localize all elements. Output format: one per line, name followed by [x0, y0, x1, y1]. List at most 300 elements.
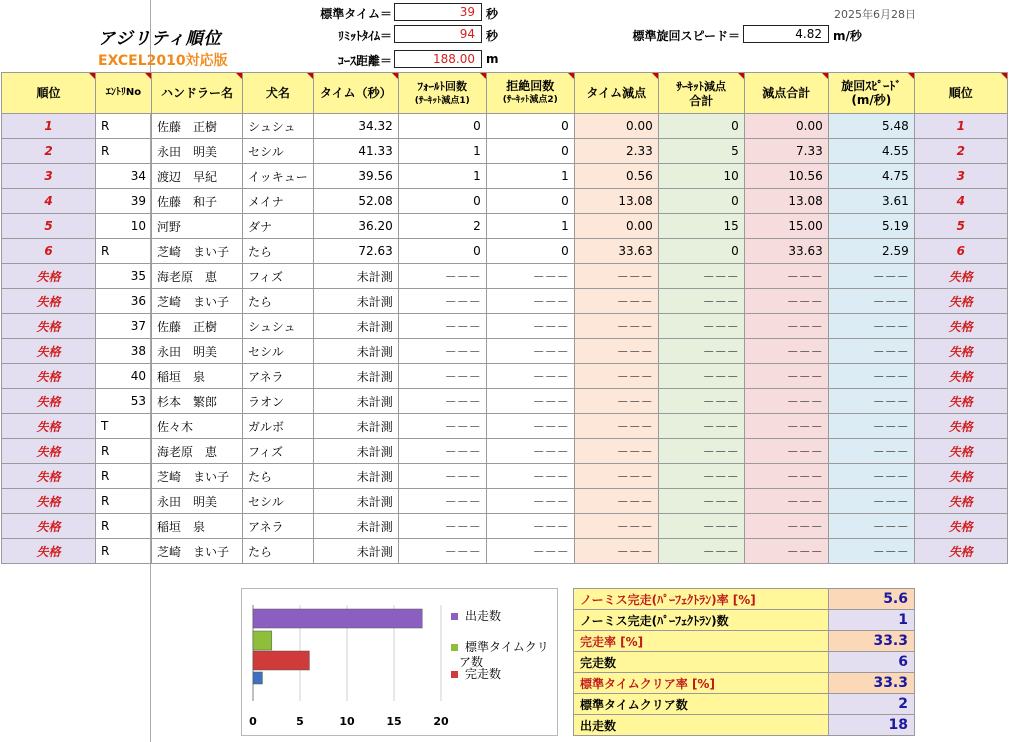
cell-fault[interactable]: 0 — [398, 239, 486, 264]
cell-circuit-penalty[interactable]: －－－ — [658, 414, 744, 439]
cell-time-penalty[interactable]: －－－ — [574, 389, 658, 414]
cell-refusal[interactable]: －－－ — [486, 389, 574, 414]
cell-turn-speed[interactable]: －－－ — [828, 339, 914, 364]
cell-fault[interactable]: －－－ — [398, 414, 486, 439]
summary-label[interactable]: 出走数 — [574, 715, 829, 736]
date-label: 2025年6月28日 — [834, 8, 916, 21]
table-row[interactable] — [2, 214, 1008, 239]
std-time-label: 標準タイム＝ — [320, 7, 392, 21]
cell-turn-speed[interactable]: 5.19 — [828, 214, 914, 239]
cell-time[interactable]: 未計測 — [313, 364, 398, 389]
legend-label: 標準タイムクリ — [465, 640, 549, 654]
cell-refusal[interactable]: －－－ — [486, 314, 574, 339]
stats-chart-svg — [242, 589, 557, 735]
cell-entry[interactable]: R — [96, 139, 152, 164]
cell-turn-speed[interactable]: －－－ — [828, 364, 914, 389]
cell-entry[interactable]: 37 — [96, 314, 152, 339]
cell-fault[interactable]: －－－ — [398, 289, 486, 314]
cell-turn-speed[interactable]: －－－ — [828, 389, 914, 414]
table-row[interactable] — [2, 114, 1008, 139]
cell-entry[interactable]: R — [96, 489, 152, 514]
cell-entry[interactable]: 10 — [96, 214, 152, 239]
cell-fault[interactable]: 0 — [398, 189, 486, 214]
cell-time-penalty[interactable]: －－－ — [574, 264, 658, 289]
cell-time[interactable]: 未計測 — [313, 339, 398, 364]
stats-chart — [241, 588, 558, 736]
summary-label[interactable]: ノーミス完走(ﾊﾟｰﾌｪｸﾄﾗﾝ)数 — [574, 610, 829, 631]
cell-entry[interactable]: R — [96, 514, 152, 539]
summary-value[interactable]: 6 — [829, 652, 915, 673]
page-title: アジリティ順位 — [98, 29, 222, 49]
col-turn-speed[interactable]: 旋回ｽﾋﾟｰﾄﾞ (m/秒) — [828, 73, 914, 114]
cell-circuit-penalty[interactable]: －－－ — [658, 339, 744, 364]
col-rank-2[interactable]: 順位 — [914, 73, 1007, 114]
cell-refusal[interactable]: －－－ — [486, 339, 574, 364]
limit-time-field[interactable]: 94 — [394, 25, 482, 43]
table-row[interactable] — [2, 389, 1008, 414]
cell-rank-2[interactable]: 5 — [914, 214, 1007, 239]
cell-handler[interactable]: 渡辺 早紀 — [152, 164, 243, 189]
cell-refusal[interactable]: －－－ — [486, 264, 574, 289]
cell-fault[interactable]: －－－ — [398, 364, 486, 389]
bar — [253, 631, 272, 650]
cell-dog[interactable]: シュシュ — [243, 314, 314, 339]
legend-swatch — [451, 671, 458, 678]
cell-entry[interactable]: R — [96, 539, 152, 564]
cell-handler[interactable]: 芝崎 まい子 — [152, 289, 243, 314]
col-rank[interactable]: 順位 — [2, 73, 96, 114]
cell-turn-speed[interactable]: －－－ — [828, 489, 914, 514]
cell-circuit-penalty[interactable]: 0 — [658, 189, 744, 214]
cell-time-penalty[interactable]: 0.00 — [574, 114, 658, 139]
cell-entry[interactable]: 38 — [96, 339, 152, 364]
cell-time[interactable]: 未計測 — [313, 264, 398, 289]
summary-row — [574, 589, 915, 610]
cell-dog[interactable]: セシル — [243, 489, 314, 514]
cell-time-penalty[interactable]: －－－ — [574, 439, 658, 464]
cell-time-penalty[interactable]: 0.00 — [574, 214, 658, 239]
summary-label[interactable]: 標準タイムクリア数 — [574, 694, 829, 715]
cell-time-penalty[interactable]: －－－ — [574, 539, 658, 564]
cell-fault[interactable]: 1 — [398, 139, 486, 164]
cell-refusal[interactable]: －－－ — [486, 289, 574, 314]
cell-penalty-total[interactable]: 15.00 — [744, 214, 828, 239]
cell-rank[interactable]: 失格 — [2, 439, 96, 464]
cell-circuit-penalty[interactable]: －－－ — [658, 464, 744, 489]
cell-dog[interactable]: フィズ — [243, 264, 314, 289]
cell-handler[interactable]: 海老原 恵 — [152, 439, 243, 464]
cell-rank[interactable]: 失格 — [2, 339, 96, 364]
col-fault[interactable]: ﾌｫｰﾙﾄ回数 (ｻｰｷｯﾄ減点1) — [398, 73, 486, 114]
cell-penalty-total[interactable]: －－－ — [744, 314, 828, 339]
cell-time-penalty[interactable]: 0.56 — [574, 164, 658, 189]
cell-dog[interactable]: ダナ — [243, 214, 314, 239]
cell-rank-2[interactable]: 失格 — [914, 439, 1007, 464]
cell-fault[interactable]: 0 — [398, 114, 486, 139]
cell-handler[interactable]: 佐藤 和子 — [152, 189, 243, 214]
x-tick-label: 10 — [339, 715, 355, 728]
cell-fault[interactable]: －－－ — [398, 539, 486, 564]
cell-turn-speed[interactable]: －－－ — [828, 514, 914, 539]
summary-table — [573, 588, 915, 736]
cell-handler[interactable]: 佐々木 — [152, 414, 243, 439]
cell-rank-2[interactable]: 失格 — [914, 389, 1007, 414]
cell-refusal[interactable]: 0 — [486, 189, 574, 214]
cell-circuit-penalty[interactable]: －－－ — [658, 314, 744, 339]
table-row[interactable] — [2, 414, 1008, 439]
cell-entry[interactable]: 39 — [96, 189, 152, 214]
x-tick-label: 20 — [433, 715, 449, 728]
limit-time-unit: 秒 — [486, 29, 499, 43]
cell-refusal[interactable]: －－－ — [486, 514, 574, 539]
cell-time-penalty[interactable]: 13.08 — [574, 189, 658, 214]
cell-penalty-total[interactable]: －－－ — [744, 439, 828, 464]
cell-refusal[interactable]: －－－ — [486, 464, 574, 489]
cell-fault[interactable]: －－－ — [398, 439, 486, 464]
cell-dog[interactable]: メイナ — [243, 189, 314, 214]
cell-entry[interactable]: 40 — [96, 364, 152, 389]
cell-circuit-penalty[interactable]: －－－ — [658, 364, 744, 389]
cell-time[interactable]: 未計測 — [313, 539, 398, 564]
cell-rank[interactable]: 失格 — [2, 264, 96, 289]
summary-label[interactable]: 完走数 — [574, 652, 829, 673]
cell-circuit-penalty[interactable]: 10 — [658, 164, 744, 189]
cell-dog[interactable]: たら — [243, 239, 314, 264]
cell-rank-2[interactable]: 失格 — [914, 514, 1007, 539]
cell-penalty-total[interactable]: 10.56 — [744, 164, 828, 189]
std-speed-field[interactable]: 4.82 — [743, 25, 829, 43]
cell-dog[interactable]: ラオン — [243, 389, 314, 414]
summary-value[interactable]: 33.3 — [829, 673, 915, 694]
cell-entry[interactable]: 35 — [96, 264, 152, 289]
cell-penalty-total[interactable]: －－－ — [744, 364, 828, 389]
table-row[interactable] — [2, 289, 1008, 314]
cell-entry[interactable]: R — [96, 439, 152, 464]
cell-rank-2[interactable]: 3 — [914, 164, 1007, 189]
col-refusal[interactable]: 拒絶回数 (ｻｰｷｯﾄ減点2) — [486, 73, 574, 114]
cell-time-penalty[interactable]: －－－ — [574, 289, 658, 314]
std-time-unit: 秒 — [486, 7, 499, 21]
cell-rank-2[interactable]: 4 — [914, 189, 1007, 214]
cell-handler[interactable]: 芝崎 まい子 — [152, 539, 243, 564]
cell-rank[interactable]: 失格 — [2, 289, 96, 314]
cell-handler[interactable]: 永田 明美 — [152, 489, 243, 514]
cell-rank-2[interactable]: 失格 — [914, 414, 1007, 439]
x-tick-label: 15 — [386, 715, 402, 728]
cell-time[interactable]: 未計測 — [313, 389, 398, 414]
cell-circuit-penalty[interactable]: －－－ — [658, 539, 744, 564]
cell-handler[interactable]: 永田 明美 — [152, 139, 243, 164]
cell-handler[interactable]: 稲垣 泉 — [152, 364, 243, 389]
summary-value[interactable]: 2 — [829, 694, 915, 715]
cell-turn-speed[interactable]: 4.55 — [828, 139, 914, 164]
cell-circuit-penalty[interactable]: 15 — [658, 214, 744, 239]
table-row[interactable] — [2, 489, 1008, 514]
cell-fault[interactable]: －－－ — [398, 264, 486, 289]
cell-penalty-total[interactable]: 7.33 — [744, 139, 828, 164]
cell-turn-speed[interactable]: －－－ — [828, 264, 914, 289]
col-time-penalty[interactable]: タイム減点 — [574, 73, 658, 114]
summary-value[interactable]: 18 — [829, 715, 915, 736]
summary-label[interactable]: ノーミス完走(ﾊﾟｰﾌｪｸﾄﾗﾝ)率 [%] — [574, 589, 829, 610]
cell-time-penalty[interactable]: －－－ — [574, 414, 658, 439]
cell-turn-speed[interactable]: －－－ — [828, 464, 914, 489]
cell-turn-speed[interactable]: －－－ — [828, 314, 914, 339]
cell-handler[interactable]: 芝崎 まい子 — [152, 464, 243, 489]
cell-penalty-total[interactable]: －－－ — [744, 539, 828, 564]
summary-value[interactable]: 33.3 — [829, 631, 915, 652]
cell-circuit-penalty[interactable]: 5 — [658, 139, 744, 164]
cell-turn-speed[interactable]: 2.59 — [828, 239, 914, 264]
cell-circuit-penalty[interactable]: －－－ — [658, 489, 744, 514]
cell-rank-2[interactable]: 失格 — [914, 464, 1007, 489]
cell-penalty-total[interactable]: 33.63 — [744, 239, 828, 264]
cell-time-penalty[interactable]: －－－ — [574, 314, 658, 339]
legend-label: 完走数 — [465, 667, 502, 681]
cell-circuit-penalty[interactable]: －－－ — [658, 514, 744, 539]
summary-row — [574, 715, 915, 736]
cell-handler[interactable]: 稲垣 泉 — [152, 514, 243, 539]
cell-time[interactable]: 39.56 — [313, 164, 398, 189]
cell-time-penalty[interactable]: 33.63 — [574, 239, 658, 264]
cell-fault[interactable]: －－－ — [398, 464, 486, 489]
cell-entry[interactable]: R — [96, 114, 152, 139]
cell-dog[interactable]: ガルボ — [243, 414, 314, 439]
cell-circuit-penalty[interactable]: 0 — [658, 114, 744, 139]
cell-dog[interactable]: イッキュー — [243, 164, 314, 189]
cell-rank-2[interactable]: 失格 — [914, 539, 1007, 564]
cell-time[interactable]: 72.63 — [313, 239, 398, 264]
cell-time[interactable]: 未計測 — [313, 439, 398, 464]
cell-fault[interactable]: －－－ — [398, 514, 486, 539]
cell-time[interactable]: 未計測 — [313, 514, 398, 539]
cell-rank[interactable]: 5 — [2, 214, 96, 239]
cell-handler[interactable]: 杉本 繁郎 — [152, 389, 243, 414]
x-tick-label: 5 — [296, 715, 304, 728]
cell-dog[interactable]: たら — [243, 289, 314, 314]
cell-dog[interactable]: たら — [243, 539, 314, 564]
cell-turn-speed[interactable]: －－－ — [828, 414, 914, 439]
cell-turn-speed[interactable]: 5.48 — [828, 114, 914, 139]
cell-turn-speed[interactable]: 3.61 — [828, 189, 914, 214]
cell-time-penalty[interactable]: －－－ — [574, 364, 658, 389]
cell-penalty-total[interactable]: －－－ — [744, 264, 828, 289]
legend-label: ア数 — [459, 655, 484, 669]
cell-penalty-total[interactable]: －－－ — [744, 514, 828, 539]
summary-row — [574, 673, 915, 694]
course-distance-field[interactable]: 188.00 — [394, 50, 482, 68]
legend-swatch — [451, 613, 458, 620]
bar — [253, 651, 309, 670]
cell-handler[interactable]: 芝崎 まい子 — [152, 239, 243, 264]
table-row[interactable] — [2, 339, 1008, 364]
std-speed-unit: m/秒 — [833, 29, 862, 43]
col-penalty-total[interactable]: 減点合計 — [744, 73, 828, 114]
col-time[interactable]: タイム（秒） — [313, 73, 398, 114]
cell-rank[interactable]: 1 — [2, 114, 96, 139]
cell-circuit-penalty[interactable]: －－－ — [658, 264, 744, 289]
cell-refusal[interactable]: －－－ — [486, 414, 574, 439]
cell-time-penalty[interactable]: －－－ — [574, 489, 658, 514]
std-time-field[interactable]: 39 — [394, 3, 482, 21]
cell-time[interactable]: 36.20 — [313, 214, 398, 239]
cell-turn-speed[interactable]: 4.75 — [828, 164, 914, 189]
cell-fault[interactable]: 1 — [398, 164, 486, 189]
cell-turn-speed[interactable]: －－－ — [828, 289, 914, 314]
page-subtitle: EXCEL2010対応版 — [98, 53, 228, 69]
table-row[interactable] — [2, 189, 1008, 214]
cell-fault[interactable]: －－－ — [398, 339, 486, 364]
table-row[interactable] — [2, 514, 1008, 539]
cell-dog[interactable]: シュシュ — [243, 114, 314, 139]
cell-dog[interactable]: フィズ — [243, 439, 314, 464]
cell-dog[interactable]: アネラ — [243, 514, 314, 539]
cell-penalty-total[interactable]: 13.08 — [744, 189, 828, 214]
cell-rank[interactable]: 4 — [2, 189, 96, 214]
table-row[interactable] — [2, 539, 1008, 564]
summary-label[interactable]: 完走率 [%] — [574, 631, 829, 652]
cell-refusal[interactable]: 0 — [486, 239, 574, 264]
table-row[interactable] — [2, 364, 1008, 389]
cell-rank-2[interactable]: 失格 — [914, 314, 1007, 339]
cell-penalty-total[interactable]: －－－ — [744, 389, 828, 414]
bar — [253, 672, 262, 684]
table-row[interactable] — [2, 439, 1008, 464]
cell-dog[interactable]: たら — [243, 464, 314, 489]
cell-rank[interactable]: 失格 — [2, 514, 96, 539]
col-entry[interactable]: ｴﾝﾄﾘNo — [96, 73, 152, 114]
cell-handler[interactable]: 河野 — [152, 214, 243, 239]
cell-rank[interactable]: 失格 — [2, 314, 96, 339]
cell-rank-2[interactable]: 失格 — [914, 364, 1007, 389]
cell-time-penalty[interactable]: －－－ — [574, 464, 658, 489]
table-header-row — [2, 73, 1008, 114]
col-handler[interactable]: ハンドラー名 — [152, 73, 243, 114]
cell-penalty-total[interactable]: 0.00 — [744, 114, 828, 139]
summary-row — [574, 610, 915, 631]
legend-swatch — [451, 644, 458, 651]
cell-entry[interactable]: T — [96, 414, 152, 439]
cell-turn-speed[interactable]: －－－ — [828, 439, 914, 464]
cell-refusal[interactable]: 1 — [486, 214, 574, 239]
cell-fault[interactable]: －－－ — [398, 489, 486, 514]
cell-entry[interactable]: 53 — [96, 389, 152, 414]
cell-rank[interactable]: 失格 — [2, 414, 96, 439]
cell-circuit-penalty[interactable]: －－－ — [658, 289, 744, 314]
cell-time[interactable]: 未計測 — [313, 464, 398, 489]
cell-rank-2[interactable]: 失格 — [914, 339, 1007, 364]
cell-penalty-total[interactable]: －－－ — [744, 289, 828, 314]
cell-time-penalty[interactable]: －－－ — [574, 339, 658, 364]
table-row[interactable] — [2, 139, 1008, 164]
cell-rank-2[interactable]: 6 — [914, 239, 1007, 264]
table-row[interactable] — [2, 314, 1008, 339]
table-row[interactable] — [2, 464, 1008, 489]
cell-entry[interactable]: 36 — [96, 289, 152, 314]
cell-refusal[interactable]: －－－ — [486, 439, 574, 464]
table-row[interactable] — [2, 264, 1008, 289]
cell-time[interactable]: 34.32 — [313, 114, 398, 139]
cell-penalty-total[interactable]: －－－ — [744, 464, 828, 489]
cell-rank[interactable]: 失格 — [2, 364, 96, 389]
cell-time[interactable]: 未計測 — [313, 289, 398, 314]
std-speed-label: 標準旋回スピード＝ — [632, 29, 740, 43]
table-row[interactable] — [2, 239, 1008, 264]
cell-rank[interactable]: 失格 — [2, 489, 96, 514]
cell-time-penalty[interactable]: －－－ — [574, 514, 658, 539]
cell-handler[interactable]: 佐藤 正樹 — [152, 114, 243, 139]
cell-entry[interactable]: R — [96, 239, 152, 264]
cell-refusal[interactable]: 0 — [486, 139, 574, 164]
cell-time[interactable]: 41.33 — [313, 139, 398, 164]
cell-handler[interactable]: 佐藤 正樹 — [152, 314, 243, 339]
cell-handler[interactable]: 永田 明美 — [152, 339, 243, 364]
cell-refusal[interactable]: －－－ — [486, 539, 574, 564]
summary-row — [574, 652, 915, 673]
cell-refusal[interactable]: 1 — [486, 164, 574, 189]
course-distance-label: ｺｰｽ距離＝ — [337, 54, 392, 68]
cell-penalty-total[interactable]: －－－ — [744, 339, 828, 364]
legend-label: 出走数 — [465, 609, 502, 623]
cell-rank-2[interactable]: 1 — [914, 114, 1007, 139]
cell-rank-2[interactable]: 失格 — [914, 489, 1007, 514]
cell-penalty-total[interactable]: －－－ — [744, 489, 828, 514]
cell-time-penalty[interactable]: 2.33 — [574, 139, 658, 164]
cell-refusal[interactable]: 0 — [486, 114, 574, 139]
cell-entry[interactable]: 34 — [96, 164, 152, 189]
cell-penalty-total[interactable]: －－－ — [744, 414, 828, 439]
cell-time[interactable]: 未計測 — [313, 414, 398, 439]
cell-time[interactable]: 52.08 — [313, 189, 398, 214]
col-dog[interactable]: 犬名 — [243, 73, 314, 114]
cell-dog[interactable]: セシル — [243, 339, 314, 364]
cell-rank-2[interactable]: 失格 — [914, 264, 1007, 289]
cell-rank[interactable]: 2 — [2, 139, 96, 164]
limit-time-label: ﾘﾐｯﾄﾀｲﾑ＝ — [337, 29, 392, 43]
summary-label[interactable]: 標準タイムクリア率 [%] — [574, 673, 829, 694]
cell-time[interactable]: 未計測 — [313, 489, 398, 514]
col-circuit-penalty[interactable]: ｻｰｷｯﾄ減点 合計 — [658, 73, 744, 114]
ranking-table — [1, 72, 1008, 564]
summary-row — [574, 631, 915, 652]
course-distance-unit: m — [486, 52, 499, 66]
cell-rank[interactable]: 3 — [2, 164, 96, 189]
cell-turn-speed[interactable]: －－－ — [828, 539, 914, 564]
cell-rank[interactable]: 失格 — [2, 539, 96, 564]
cell-circuit-penalty[interactable]: 0 — [658, 239, 744, 264]
cell-fault[interactable]: －－－ — [398, 389, 486, 414]
cell-refusal[interactable]: －－－ — [486, 364, 574, 389]
cell-time[interactable]: 未計測 — [313, 314, 398, 339]
cell-fault[interactable]: －－－ — [398, 314, 486, 339]
cell-circuit-penalty[interactable]: －－－ — [658, 439, 744, 464]
table-row[interactable] — [2, 164, 1008, 189]
cell-rank-2[interactable]: 2 — [914, 139, 1007, 164]
cell-rank[interactable]: 6 — [2, 239, 96, 264]
cell-handler[interactable]: 海老原 恵 — [152, 264, 243, 289]
cell-circuit-penalty[interactable]: －－－ — [658, 389, 744, 414]
cell-rank[interactable]: 失格 — [2, 389, 96, 414]
cell-entry[interactable]: R — [96, 464, 152, 489]
summary-value[interactable]: 1 — [829, 610, 915, 631]
cell-dog[interactable]: アネラ — [243, 364, 314, 389]
cell-dog[interactable]: セシル — [243, 139, 314, 164]
cell-rank-2[interactable]: 失格 — [914, 289, 1007, 314]
cell-fault[interactable]: 2 — [398, 214, 486, 239]
cell-rank[interactable]: 失格 — [2, 464, 96, 489]
cell-refusal[interactable]: －－－ — [486, 489, 574, 514]
summary-value[interactable]: 5.6 — [829, 589, 915, 610]
